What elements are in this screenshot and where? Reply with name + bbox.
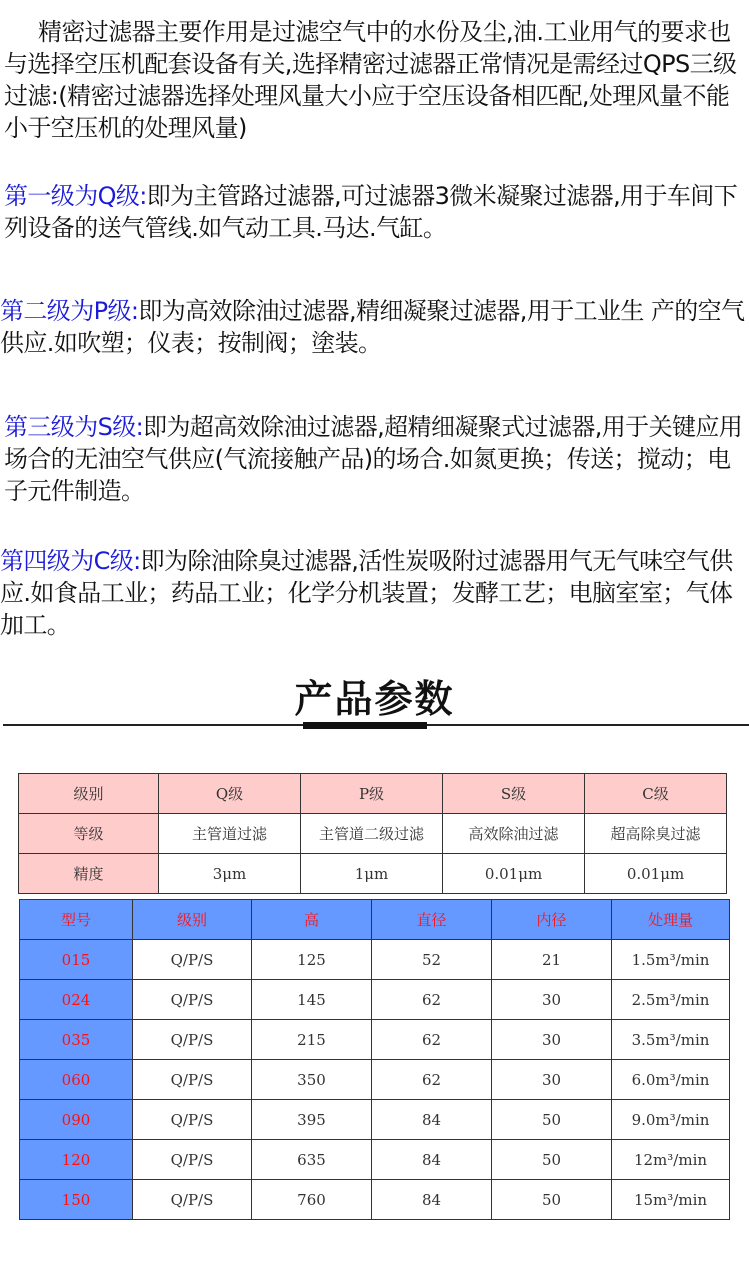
table-cell: 21 [492,940,612,980]
grade-row-grade [19,814,727,854]
grade-cell: 0.01μm [443,854,585,894]
table-cell: 15m³/min [612,1180,730,1220]
grade-cell: 高效除油过滤 [443,814,585,854]
table-row [20,1180,730,1220]
grade-cell: 精度 [19,854,159,894]
model-header-row [20,900,730,940]
table-cell: 2.5m³/min [612,980,730,1020]
grade-cell: Q级 [159,774,301,814]
table-row [20,1140,730,1180]
table-cell: 50 [492,1180,612,1220]
table-cell: 50 [492,1100,612,1140]
table-cell: Q/P/S [133,1140,252,1180]
table-cell: Q/P/S [133,940,252,980]
column-header: 型号 [20,900,133,940]
column-header: 级别 [133,900,252,940]
grade-cell: 3μm [159,854,301,894]
table-row [20,1060,730,1100]
table-cell: Q/P/S [133,1180,252,1220]
table-cell: 395 [252,1100,372,1140]
table-cell: 3.5m³/min [612,1020,730,1060]
column-header: 内径 [492,900,612,940]
model-cell: 035 [20,1020,133,1060]
level-p-text: 即为高效除油过滤器,精细凝聚过滤器,用于工业生 产的空气供应.如吹塑；仪表；按制阀；塗装。 [0,297,745,357]
table-cell: 125 [252,940,372,980]
grade-cell: C级 [585,774,727,814]
table-cell: 9.0m³/min [612,1100,730,1140]
level-s-paragraph [4,411,749,507]
level-c-label: 第四级为C级: [0,547,141,575]
level-c-text: 即为除油除臭过滤器,活性炭吸附过滤器用气无气味空气供应.如食品工业；药品工业；化学分机装置；发酵工艺；电脑室室；气体加工。 [0,547,733,639]
column-header: 直径 [372,900,492,940]
table-cell: 350 [252,1060,372,1100]
grade-cell: 0.01μm [585,854,727,894]
level-s-text: 即为超高效除油过滤器,超精细凝聚式过滤器,用于关键应用场合的无油空气供应(气流接触产品)的场合.如氮更换；传送；搅动；电子元件制造。 [4,413,743,505]
model-cell: 090 [20,1100,133,1140]
table-cell: 52 [372,940,492,980]
section-title: 产品参数 [294,677,455,721]
table-cell: 84 [372,1100,492,1140]
model-table [19,899,730,1220]
table-cell: Q/P/S [133,980,252,1020]
grade-cell: 级别 [19,774,159,814]
column-header: 高 [252,900,372,940]
grade-row-precision [19,854,727,894]
table-cell: 145 [252,980,372,1020]
model-cell: 060 [20,1060,133,1100]
intro-paragraph: 精密过滤器主要作用是过滤空气中的水份及尘,油.工业用气的要求也与选择空压机配套设备有关,选择精密过滤器正常情况是需经过QPS三级过滤:(精密过滤器选择处理风量大小应于空压设备相匹配,处理风量不能小于空压机的处理风量) [4,18,737,142]
table-cell: Q/P/S [133,1020,252,1060]
level-q-text: 即为主管路过滤器,可过滤器3微米凝聚过滤器,用于车间下列设备的送气管线.如气动工具.马达.气缸。 [4,182,738,242]
column-header: 处理量 [612,900,730,940]
grade-cell: S级 [443,774,585,814]
table-cell: 30 [492,1060,612,1100]
table-cell: 6.0m³/min [612,1060,730,1100]
table-cell: 215 [252,1020,372,1060]
table-cell: 1.5m³/min [612,940,730,980]
grade-cell: P级 [301,774,443,814]
table-cell: 12m³/min [612,1140,730,1180]
grade-table [18,773,727,894]
grade-row-level [19,774,727,814]
level-c-paragraph [0,545,745,641]
table-cell: 30 [492,980,612,1020]
grade-cell: 1μm [301,854,443,894]
table-cell: 62 [372,1060,492,1100]
table-cell: 62 [372,1020,492,1060]
table-row [20,1100,730,1140]
table-cell: Q/P/S [133,1060,252,1100]
model-cell: 024 [20,980,133,1020]
table-cell: 760 [252,1180,372,1220]
level-s-label: 第三级为S级: [4,413,144,441]
model-cell: 120 [20,1140,133,1180]
level-p-paragraph [0,295,745,359]
table-cell: 62 [372,980,492,1020]
grade-cell: 超高除臭过滤 [585,814,727,854]
table-cell: 84 [372,1180,492,1220]
grade-cell: 等级 [19,814,159,854]
model-cell: 015 [20,940,133,980]
table-cell: 50 [492,1140,612,1180]
grade-cell: 主管道二级过滤 [301,814,443,854]
table-row [20,940,730,980]
table-row [20,1020,730,1060]
section-divider-accent [303,722,427,729]
table-cell: 84 [372,1140,492,1180]
grade-cell: 主管道过滤 [159,814,301,854]
level-q-label: 第一级为Q级: [4,182,147,210]
table-cell: 635 [252,1140,372,1180]
model-cell: 150 [20,1180,133,1220]
table-cell: 30 [492,1020,612,1060]
table-row [20,980,730,1020]
table-cell: Q/P/S [133,1100,252,1140]
level-q-paragraph [4,180,749,244]
level-p-label: 第二级为P级: [0,297,139,325]
